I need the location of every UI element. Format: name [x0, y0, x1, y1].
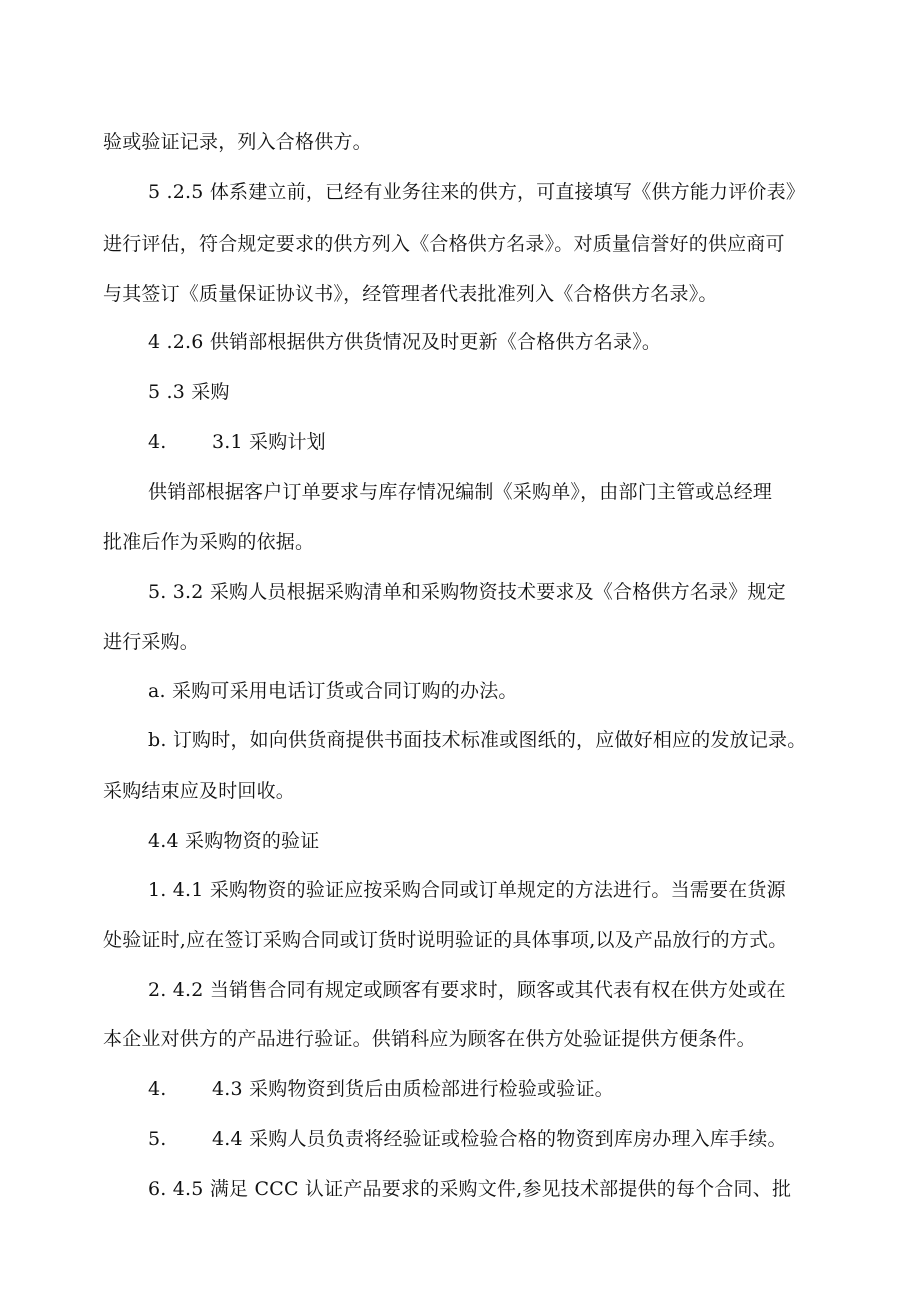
text-line-3: 进行评估，符合规定要求的供方列入《合格供方名录》。对质量信誉好的供应商可	[103, 233, 785, 255]
text-line-12: a. 采购可采用电话订货或合同订购的办法。	[148, 680, 518, 702]
text-line-7-number: 4.	[148, 431, 167, 453]
text-line-15: 4.4 采购物资的验证	[148, 830, 320, 852]
text-line-9: 批准后作为采购的依据。	[103, 531, 315, 553]
text-line-21-title: 4.4 采购人员负责将经验证或检验合格的物资到库房办理入库手续。	[212, 1128, 787, 1150]
text-line-10: 5. 3.2 采购人员根据采购清单和采购物资技术要求及《合格供方名录》规定	[148, 581, 786, 603]
text-line-17: 处验证时,应在签订采购合同或订货时说明验证的具体事项,以及产品放行的方式。	[103, 929, 788, 951]
text-line-18: 2. 4.2 当销售合同有规定或顾客有要求时，顾客或其代表有权在供方处或在	[148, 979, 786, 1001]
text-line-4: 与其签订《质量保证协议书》，经管理者代表批准列入《合格供方名录》。	[103, 283, 718, 305]
text-line-20-number: 4.	[148, 1078, 167, 1100]
text-line-5: 4 .2.6 供销部根据供方供货情况及时更新《合格供方名录》。	[148, 331, 662, 353]
text-line-14: 采购结束应及时回收。	[103, 780, 296, 802]
text-line-19: 本企业对供方的产品进行验证。供销科应为顾客在供方处验证提供方便条件。	[103, 1028, 756, 1050]
text-line-7-title: 3.1 采购计划	[212, 431, 326, 453]
text-line-8: 供销部根据客户订单要求与库存情况编制《采购单》，由部门主管或总经理	[148, 481, 773, 503]
text-line-6: 5 .3 采购	[148, 381, 230, 403]
text-line-16: 1. 4.1 采购物资的验证应按采购合同或订单规定的方法进行。当需要在货源	[148, 879, 786, 901]
text-line-11: 进行采购。	[103, 631, 200, 653]
text-line-21-number: 5.	[148, 1128, 167, 1150]
text-line-13: b. 订购时，如向供货商提供书面技术标准或图纸的，应做好相应的发放记录。	[148, 729, 807, 751]
text-line-2: 5 .2.5 体系建立前，已经有业务往来的供方，可直接填写《供方能力评价表》	[148, 181, 806, 203]
text-line-22: 6. 4.5 满足 CCC 认证产品要求的采购文件,参见技术部提供的每个合同、批	[148, 1178, 792, 1200]
text-line-20-title: 4.3 采购物资到货后由质检部进行检验或验证。	[212, 1078, 614, 1100]
text-line-1: 验或验证记录，列入合格供方。	[103, 131, 372, 153]
